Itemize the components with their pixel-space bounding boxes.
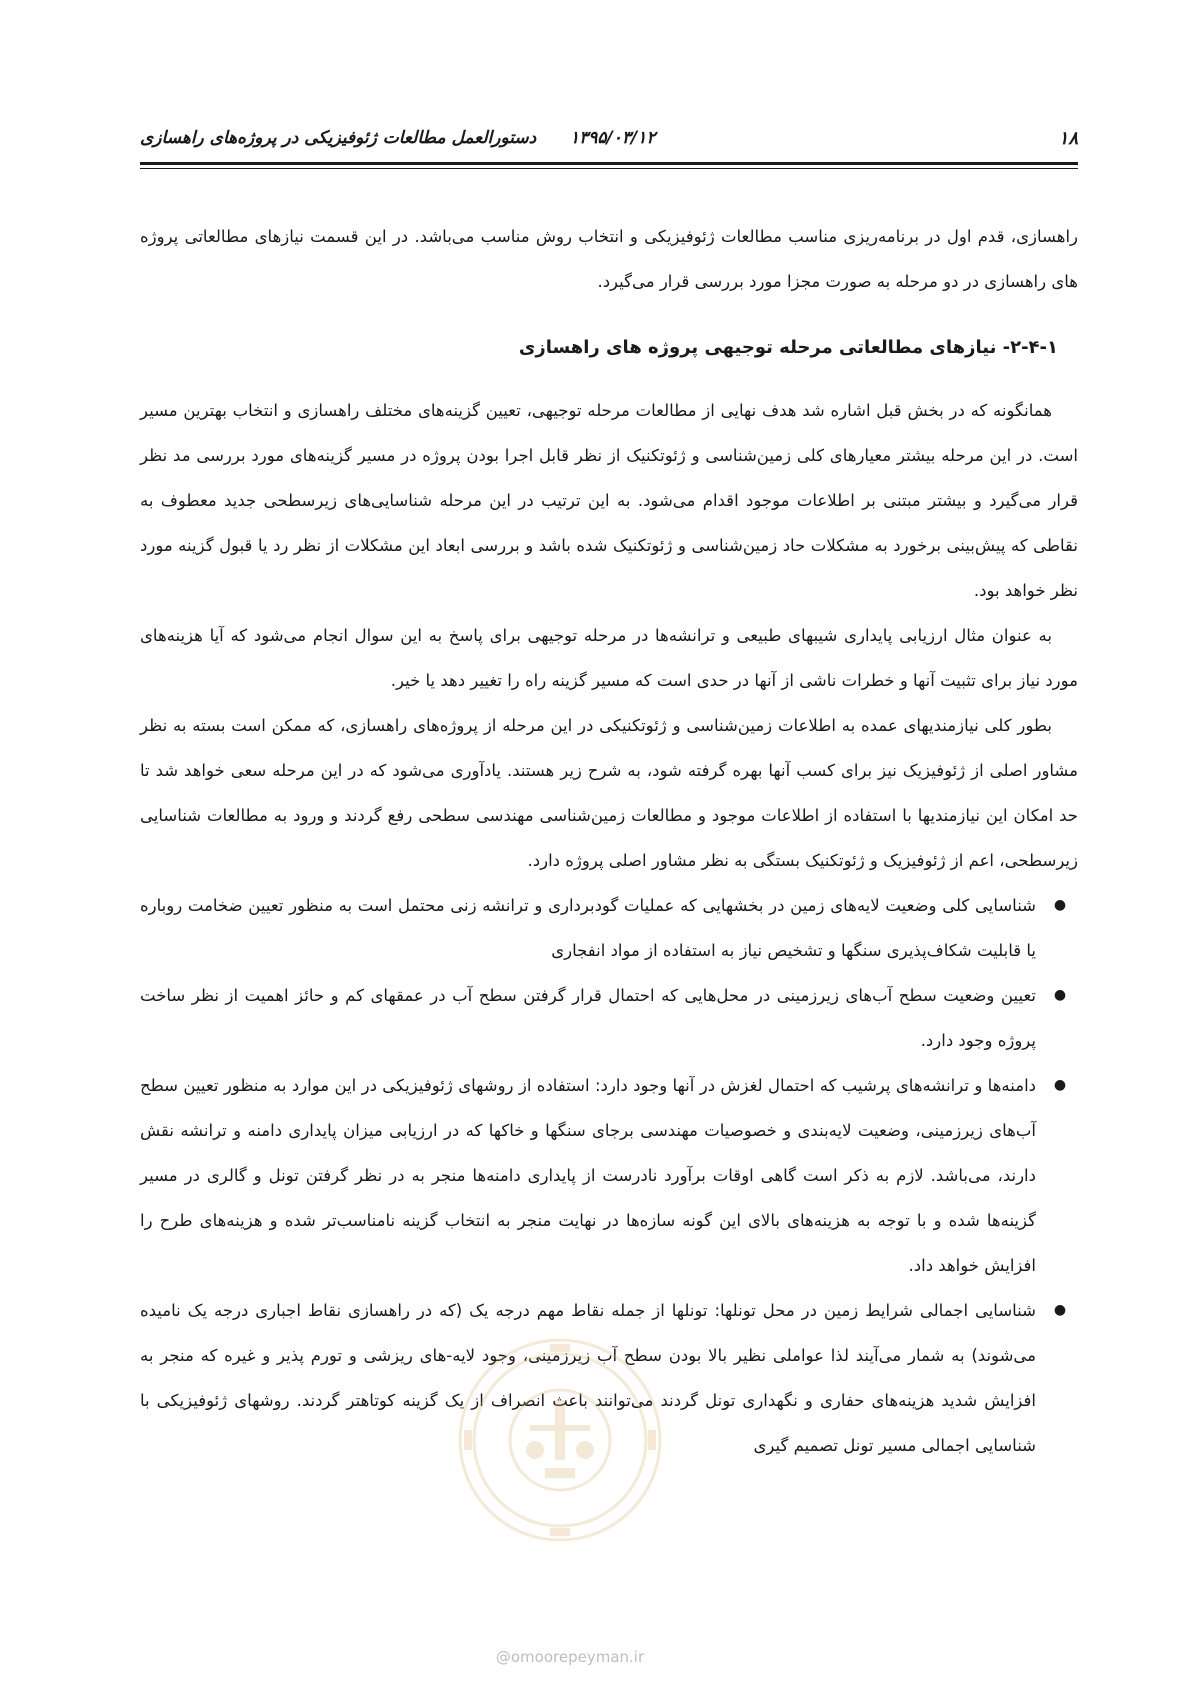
watermark-seal-icon xyxy=(450,1330,670,1550)
bullet-icon: ● xyxy=(1053,897,1067,913)
page-body xyxy=(140,214,1078,1468)
page-number: ۱۸ xyxy=(1058,128,1078,149)
watermark-url: @omoorepeyman.ir xyxy=(495,1648,645,1666)
list-item xyxy=(140,973,1078,1063)
list-item-text: تعیین وضعیت سطح آب‌های زیرزمینی در محل‌هایی که احتمال قرار گرفتن سطح آب در عمقهای کم و حائز اهمیت از نظر ساخت پروژه وجود دارد. xyxy=(140,986,1036,1050)
paragraph-intro: راهسازی، قدم اول در برنامه‌ریزی مناسب مطالعات ژئوفیزیکی و انتخاب روش مناسب می‌باشد. در این قسمت نیازهای مطالعاتی پروژه های راهسازی در دو مرحله به صورت مجزا مورد بررسی قرار می‌گیرد. xyxy=(140,227,1078,291)
list-item xyxy=(140,1063,1078,1288)
page-header xyxy=(140,128,1078,162)
paragraph-example: به عنوان مثال ارزیابی پایداری شیبهای طبیعی و ترانشه‌ها در مرحله توجیهی برای پاسخ به این سوال انجام می‌شود که آیا هزینه‌های مورد نیاز برای تثبیت آنها و خطرات ناشی از آنها در حدی است که مسیر گزینه راه را تغییر دهد یا خیر. xyxy=(140,626,1078,690)
header-title: دستورالعمل مطالعات ژئوفیزیکی در پروژه‌های راهسازی xyxy=(140,128,537,148)
list-item-text: شناسایی اجمالی شرایط زمین در محل تونلها: تونلها از جمله نقاط مهم درجه یک (که در راهسازی نقاط اجباری درجه یک نامیده می‌شوند) به شمار می‌آیند لذا عواملی نظیر بالا بودن سطح آب زیرزمینی، وجود لایه-های ریزشی و تورم پذیر و غیره که منجر به افزایش شدید هزینه‌های حفاری و نگهداری تونل گردند می‌توانند باعث انصراف از یک گزینه کوتاهتر گردند. روشهای ژئوفیزیکی با شناسایی اجمالی مسیر تونل تصمیم گیری xyxy=(140,1301,1036,1455)
paragraph-feasibility: همانگونه که در بخش قبل اشاره شد هدف نهایی از مطالعات مرحله توجیهی، تعیین گزینه‌های مختلف راهسازی و انتخاب بهترین مسیر است. در این مرحله بیشتر معیارهای کلی زمین‌شناسی و ژئوتکنیک از نظر قابل اجرا بودن پروژه در مسیر گزینه‌های مورد بررسی مد نظر قرار می‌گیرد و بیشتر مبتنی بر اطلاعات موجود اقدام می‌شود. به این ترتیب در این مرحله شناسایی‌های زیرسطحی جدید معطوف به نقاطی که پیش‌بینی برخورد به مشکلات حاد زمین‌شناسی و ژئوتکنیک شده باشد و بررسی ابعاد این مشکلات از نظر رد یا قبول گزینه مورد نظر خواهد بود. xyxy=(140,401,1078,600)
paragraph-requirements: بطور کلی نیازمندیهای عمده به اطلاعات زمین‌شناسی و ژئوتکنیکی در این مرحله از پروژه‌های راهسازی، که ممکن است بسته به نظر مشاور اصلی از ژئوفیزیک نیز برای کسب آنها بهره گرفته شود، به شرح زیر هستند. یادآوری می‌شود که در این مرحله سعی خواهد شد تا حد امکان این نیازمندیها با استفاده از اطلاعات موجود و مطالعات زمین‌شناسی مهندسی سطحی رفع گردند و ورود به مطالعات شناسایی زیرسطحی، اعم از ژئوفیزیک و ژئوتکنیک بستگی به نظر مشاور اصلی پروژه دارد. xyxy=(140,716,1078,870)
bullet-icon: ● xyxy=(1053,987,1067,1003)
list-item-text: دامنه‌ها و ترانشه‌های پرشیب که احتمال لغزش در آنها وجود دارد: استفاده از روشهای ژئوفیزیکی در این موارد به منظور تعیین سطح آب‌های زیرزمینی، وضعیت لایه‌بندی و خصوصیات مهندسی برجای سنگها و خاکها که در ارزیابی میزان پایداری دامنه و ترانشه نقش دارند، می‌باشد. لازم به ذکر است گاهی اوقات برآورد نادرست از پایداری دامنه‌ها منجر به در نظر گرفتن تونل و گالری در مسیر گزینه‌ها شده و با توجه به هزینه‌های بالای این گونه سازه‌ها در نهایت منجر به انتخاب گزینه نامناسب‌تر شده و هزینه‌های طرح را افزایش خواهد داد. xyxy=(140,1076,1036,1275)
list-item xyxy=(140,883,1078,973)
section-heading: ۲-۴-۱- نیازهای مطالعاتی مرحله توجیهی پروژه های راهسازی xyxy=(518,337,1058,358)
header-rule-thin xyxy=(140,168,1078,169)
bullet-icon: ● xyxy=(1053,1077,1067,1093)
header-date: ۱۳۹۵/۰۳/۱۲ xyxy=(570,128,656,148)
header-rule-thick xyxy=(140,162,1078,165)
bullet-icon: ● xyxy=(1053,1302,1067,1318)
list-item-text: شناسایی کلی وضعیت لایه‌های زمین در بخشهایی که عملیات گودبرداری و ترانشه زنی محتمل است به منظور تعیین ضخامت روباره یا قابلیت شکاف‌پذیری سنگها و تشخیص نیاز به استفاده از مواد انفجاری xyxy=(140,896,1036,960)
